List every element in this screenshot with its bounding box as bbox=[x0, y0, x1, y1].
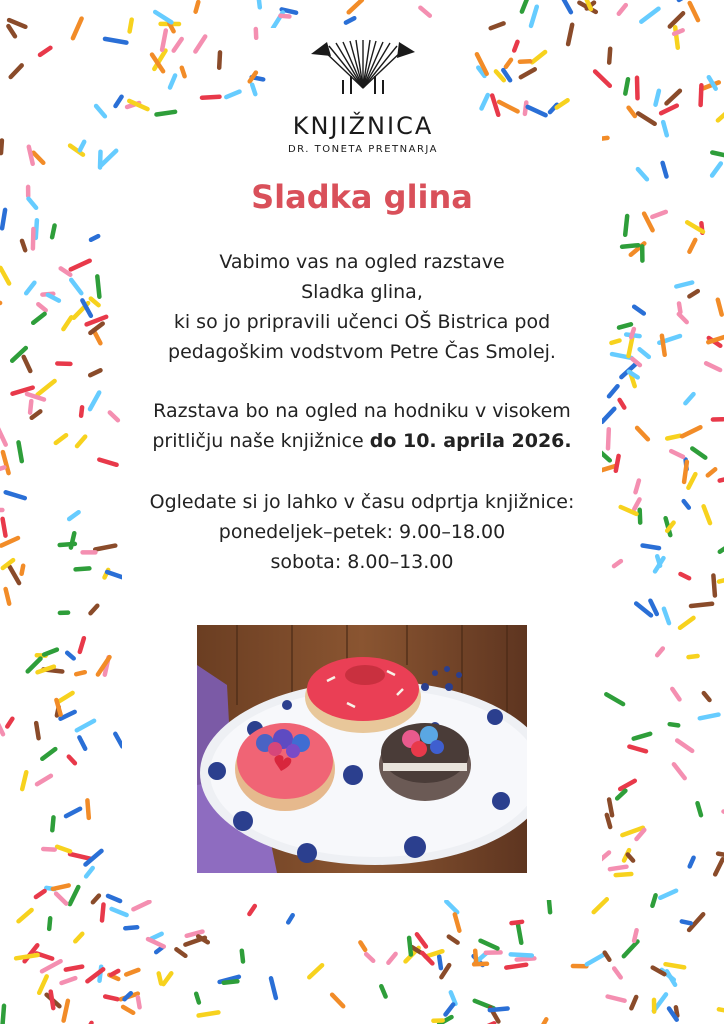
sprinkle bbox=[455, 914, 460, 930]
sprinkle bbox=[8, 26, 15, 36]
sprinkle bbox=[130, 20, 132, 32]
sprinkle bbox=[689, 240, 695, 252]
sprinkle bbox=[0, 467, 4, 474]
saturday-hours: sobota: 8.00–13.00 bbox=[270, 551, 454, 573]
sprinkle bbox=[71, 280, 81, 293]
sprinkle bbox=[36, 891, 45, 897]
sprinkle bbox=[360, 942, 365, 950]
sprinkle bbox=[52, 226, 55, 238]
page-title: Sladka glina bbox=[251, 178, 473, 216]
sprinkle bbox=[701, 85, 702, 105]
sprinkle bbox=[91, 236, 98, 240]
sprinkle bbox=[34, 153, 44, 163]
sprinkle bbox=[676, 283, 692, 287]
sprinkle bbox=[628, 855, 633, 861]
sprinkle bbox=[9, 20, 25, 27]
sprinkle bbox=[57, 847, 70, 852]
sprinkle bbox=[388, 954, 395, 963]
sprinkle bbox=[492, 96, 498, 115]
clay-donuts-photo bbox=[197, 625, 527, 873]
sprinkle bbox=[605, 953, 610, 960]
sprinkle bbox=[19, 442, 22, 461]
sprinkle bbox=[650, 601, 656, 614]
sprinkle bbox=[346, 18, 354, 22]
sprinkle bbox=[446, 901, 457, 912]
sprinkle bbox=[138, 997, 140, 1007]
sprinkle bbox=[719, 1009, 724, 1011]
sprinkle bbox=[7, 719, 12, 727]
sprinkle bbox=[182, 68, 185, 76]
sprinkle bbox=[640, 510, 641, 523]
sprinkle bbox=[80, 638, 84, 652]
library-subtitle: DR. TONETA PRETNARJA bbox=[287, 144, 439, 155]
sprinkle bbox=[680, 618, 694, 628]
sprinkle bbox=[111, 971, 118, 975]
sprinkle bbox=[688, 474, 695, 488]
sprinkle bbox=[607, 815, 610, 827]
sprinkle bbox=[56, 435, 66, 443]
sprinkle bbox=[625, 79, 628, 93]
sprinkle bbox=[652, 895, 655, 906]
sprinkle bbox=[71, 261, 90, 270]
sprinkle bbox=[10, 567, 19, 583]
sprinkle bbox=[155, 12, 171, 22]
sprinkle bbox=[252, 85, 255, 94]
sprinkle bbox=[219, 52, 220, 67]
sprinkle bbox=[670, 13, 683, 26]
sprinkle bbox=[123, 1007, 133, 1013]
library-logo bbox=[268, 28, 458, 155]
exhibition-location-paragraph bbox=[122, 396, 602, 456]
sprinkle bbox=[719, 579, 724, 582]
sprinkle bbox=[637, 428, 648, 439]
sprinkle bbox=[226, 92, 239, 98]
sprinkle bbox=[674, 764, 685, 778]
sprinkle bbox=[42, 961, 61, 971]
sprinkle bbox=[332, 995, 343, 1007]
sprinkle bbox=[49, 918, 50, 929]
sprinkle bbox=[671, 451, 683, 457]
sprinkle bbox=[90, 370, 100, 375]
sprinkle bbox=[107, 572, 123, 578]
sprinkle bbox=[159, 973, 161, 983]
sprinkle bbox=[97, 276, 99, 296]
sprinkle bbox=[532, 52, 545, 62]
sprinkle bbox=[656, 91, 659, 105]
sprinkle bbox=[125, 927, 137, 928]
sprinkle bbox=[594, 899, 607, 912]
sprinkle bbox=[76, 568, 90, 569]
sprinkle bbox=[643, 546, 659, 549]
sprinkle bbox=[609, 800, 612, 816]
sprinkle bbox=[616, 456, 619, 471]
sprinkle bbox=[664, 609, 669, 623]
sprinkle bbox=[105, 997, 117, 1000]
sprinkle bbox=[609, 49, 610, 63]
sprinkle bbox=[609, 386, 618, 396]
sprinkle bbox=[366, 954, 373, 961]
sprinkle bbox=[11, 65, 22, 77]
sprinkle bbox=[614, 969, 621, 978]
sprinkle bbox=[126, 970, 138, 975]
sprinkle bbox=[66, 967, 82, 970]
sprinkle bbox=[690, 3, 698, 20]
sprinkle bbox=[69, 512, 78, 519]
sprinkle bbox=[91, 299, 99, 306]
sprinkle bbox=[557, 100, 568, 107]
sprinkle bbox=[631, 997, 636, 1008]
sprinkle bbox=[690, 858, 694, 867]
sprinkle bbox=[629, 108, 635, 116]
sprinkle bbox=[620, 781, 635, 789]
opening-hours-intro: Ogledate si jo lahko v času odprtja knjižnice: bbox=[149, 491, 575, 513]
sprinkle bbox=[667, 91, 680, 104]
sprinkle bbox=[637, 78, 638, 99]
sprinkle bbox=[439, 957, 441, 969]
sprinkle bbox=[26, 283, 34, 294]
sprinkle bbox=[679, 314, 687, 322]
sprinkle bbox=[22, 566, 24, 574]
sprinkle bbox=[42, 749, 55, 759]
sprinkle bbox=[27, 394, 44, 400]
sprinkle bbox=[638, 113, 655, 123]
sprinkle bbox=[79, 737, 85, 748]
sprinkle bbox=[640, 349, 649, 357]
sprinkle bbox=[195, 37, 205, 52]
sprinkle bbox=[661, 106, 677, 114]
sprinkle bbox=[1, 538, 18, 546]
sprinkle bbox=[3, 1006, 5, 1024]
sprinkle bbox=[619, 324, 631, 327]
sprinkle bbox=[67, 653, 74, 659]
sprinkle bbox=[451, 992, 456, 1004]
invitation-line: Sladka glina, bbox=[301, 281, 423, 303]
sprinkle bbox=[614, 561, 621, 566]
location-line: Razstava bo na ogled na hodniku v visokem bbox=[153, 400, 571, 422]
sprinkle bbox=[151, 934, 161, 939]
sprinkle bbox=[1, 268, 10, 284]
sprinkle bbox=[81, 407, 82, 415]
sprinkle bbox=[196, 2, 199, 12]
sprinkle bbox=[475, 951, 476, 964]
sprinkle bbox=[620, 400, 625, 408]
sprinkle bbox=[446, 1005, 454, 1015]
sprinkle bbox=[64, 1001, 68, 1021]
sprinkle bbox=[280, 16, 289, 17]
sprinkle bbox=[36, 220, 37, 238]
sprinkle bbox=[70, 854, 91, 859]
sprinkle bbox=[506, 965, 526, 968]
sprinkle bbox=[28, 659, 41, 672]
sprinkle bbox=[685, 394, 693, 403]
sprinkle bbox=[689, 656, 698, 657]
sprinkle bbox=[634, 930, 637, 941]
sprinkle bbox=[110, 413, 118, 421]
sprinkle bbox=[271, 978, 276, 998]
sprinkle bbox=[720, 546, 724, 552]
sprinkle bbox=[95, 546, 115, 550]
sprinkle bbox=[249, 906, 254, 914]
sprinkle bbox=[30, 401, 31, 413]
book-fan-logo-icon bbox=[303, 36, 423, 96]
sprinkle bbox=[164, 973, 172, 984]
sprinkle bbox=[514, 42, 517, 51]
sprinkle bbox=[672, 689, 679, 700]
sprinkle bbox=[715, 859, 723, 874]
sprinkle bbox=[684, 501, 689, 508]
sprinkle bbox=[708, 469, 715, 475]
sprinkle bbox=[77, 721, 94, 731]
sprinkle bbox=[634, 734, 651, 739]
sprinkle bbox=[641, 9, 658, 22]
sprinkle bbox=[718, 854, 724, 858]
weekday-hours: ponedeljek–petek: 9.00–18.00 bbox=[218, 521, 506, 543]
sprinkle bbox=[176, 949, 185, 956]
invitation-paragraph bbox=[122, 247, 602, 367]
sprinkle bbox=[52, 817, 53, 830]
invitation-line: pedagoškim vodstvom Petre Čas Smolej. bbox=[168, 341, 556, 363]
sprinkle bbox=[616, 874, 632, 875]
sprinkle bbox=[587, 955, 603, 964]
sprinkle bbox=[619, 5, 626, 14]
sprinkle bbox=[112, 909, 127, 915]
sprinkle bbox=[86, 868, 93, 876]
sprinkle bbox=[196, 994, 199, 1003]
sprinkle bbox=[1, 141, 2, 154]
sprinkle bbox=[718, 113, 724, 120]
sprinkle bbox=[712, 153, 724, 156]
sprinkle bbox=[511, 954, 532, 955]
sprinkle bbox=[595, 72, 610, 86]
sprinkle bbox=[706, 363, 720, 370]
sprinkle bbox=[689, 291, 697, 296]
sprinkle bbox=[32, 411, 41, 417]
sprinkle bbox=[420, 8, 429, 16]
sprinkle bbox=[512, 922, 523, 923]
sprinkle bbox=[625, 216, 627, 235]
sprinkle bbox=[62, 978, 76, 983]
sprinkle bbox=[417, 934, 426, 946]
sprinkle bbox=[662, 336, 665, 355]
sprinkle bbox=[44, 650, 57, 655]
sprinkle bbox=[36, 723, 38, 738]
sprinkle bbox=[133, 902, 149, 910]
sprinkle bbox=[66, 809, 80, 816]
sprinkle bbox=[549, 900, 550, 912]
sprinkle bbox=[24, 357, 31, 371]
sprinkle bbox=[381, 986, 385, 996]
sprinkle bbox=[682, 427, 700, 436]
sprinkle bbox=[691, 604, 712, 606]
sprinkle bbox=[43, 849, 55, 850]
sprinkle bbox=[174, 39, 182, 51]
sprinkle bbox=[39, 976, 47, 992]
sprinkle bbox=[258, 0, 260, 7]
sprinkle bbox=[56, 894, 66, 904]
sprinkle bbox=[33, 229, 34, 249]
sprinkle bbox=[667, 436, 680, 439]
sprinkle bbox=[491, 23, 504, 28]
sprinkle bbox=[481, 941, 498, 949]
sprinkle bbox=[663, 122, 667, 135]
sprinkle bbox=[700, 715, 719, 719]
sprinkle bbox=[631, 329, 634, 337]
sprinkle bbox=[660, 891, 676, 898]
sprinkle bbox=[0, 715, 3, 734]
sprinkle bbox=[69, 757, 75, 764]
sprinkle bbox=[517, 958, 535, 959]
library-name: KNJIŽNICA bbox=[292, 112, 434, 140]
sprinkle bbox=[692, 449, 705, 458]
sprinkle bbox=[449, 937, 458, 943]
sprinkle bbox=[57, 693, 72, 702]
sprinkle bbox=[157, 112, 176, 115]
sprinkle bbox=[606, 694, 623, 704]
sprinkle bbox=[663, 163, 667, 177]
sprinkle bbox=[677, 741, 692, 751]
sprinkle bbox=[75, 934, 82, 942]
sprinkle bbox=[3, 452, 9, 473]
sprinkle bbox=[73, 19, 82, 39]
sprinkle bbox=[610, 867, 627, 870]
sprinkle bbox=[19, 910, 32, 921]
sprinkle bbox=[90, 393, 99, 410]
sprinkle bbox=[712, 164, 721, 176]
sprinkle bbox=[63, 317, 71, 329]
sprinkle bbox=[608, 429, 609, 448]
sprinkle bbox=[105, 39, 126, 43]
sprinkle bbox=[698, 803, 702, 815]
sprinkle bbox=[76, 672, 85, 674]
sprinkle bbox=[666, 964, 685, 967]
sprinkle bbox=[522, 0, 530, 12]
sprinkle bbox=[185, 938, 205, 945]
sprinkle bbox=[38, 381, 55, 395]
sprinkle bbox=[87, 800, 88, 818]
sprinkle bbox=[48, 295, 59, 301]
sprinkle bbox=[199, 1012, 219, 1015]
sprinkle bbox=[38, 304, 45, 310]
sprinkle bbox=[629, 337, 633, 356]
sprinkle bbox=[93, 896, 99, 903]
sprinkle bbox=[224, 981, 238, 982]
sprinkle bbox=[96, 106, 105, 116]
sprinkle bbox=[309, 965, 322, 977]
sprinkle bbox=[51, 992, 54, 1009]
sprinkle bbox=[91, 606, 98, 614]
location-line bbox=[122, 426, 602, 456]
sprinkle bbox=[148, 939, 164, 946]
sprinkle bbox=[518, 923, 522, 943]
sprinkle bbox=[409, 938, 411, 955]
sprinkle bbox=[108, 896, 120, 901]
sprinkle bbox=[349, 0, 362, 12]
exhibition-end-date: do 10. aprila 2026. bbox=[369, 430, 572, 452]
sprinkle bbox=[681, 574, 690, 578]
sprinkle bbox=[102, 905, 104, 921]
sprinkle bbox=[679, 304, 680, 313]
opening-hours-paragraph bbox=[122, 487, 602, 577]
sprinkle bbox=[99, 460, 116, 465]
sprinkle bbox=[490, 1009, 508, 1011]
sprinkle bbox=[170, 76, 175, 88]
sprinkle bbox=[22, 772, 26, 789]
sprinkle bbox=[531, 7, 537, 26]
sprinkle bbox=[0, 426, 6, 445]
sprinkle bbox=[537, 1019, 546, 1024]
sprinkle bbox=[506, 60, 511, 67]
sprinkle bbox=[670, 724, 679, 725]
sprinkle bbox=[3, 519, 6, 536]
sprinkle bbox=[608, 997, 625, 1001]
sprinkle bbox=[40, 48, 50, 55]
sprinkle bbox=[634, 499, 639, 509]
sprinkle bbox=[676, 1007, 677, 1015]
sprinkle bbox=[22, 241, 25, 250]
sprinkle bbox=[636, 604, 651, 616]
sprinkle bbox=[624, 942, 638, 957]
sprinkle bbox=[704, 693, 710, 700]
invitation-line: ki so jo pripravili učenci OŠ Bistrica pod bbox=[173, 311, 551, 333]
sprinkle bbox=[657, 649, 663, 656]
sprinkle bbox=[202, 97, 220, 98]
sprinkle bbox=[568, 25, 572, 44]
sprinkle bbox=[617, 791, 625, 799]
sprinkle bbox=[29, 147, 33, 164]
sprinkle bbox=[16, 955, 37, 958]
invitation-line: Vabimo vas na ogled razstave bbox=[219, 251, 505, 273]
sprinkle bbox=[629, 747, 646, 752]
sprinkle bbox=[242, 951, 243, 962]
sprinkle bbox=[622, 245, 638, 247]
sprinkle bbox=[116, 97, 122, 106]
sprinkle bbox=[704, 506, 710, 523]
sprinkle bbox=[482, 95, 488, 109]
sprinkle bbox=[101, 151, 116, 166]
sprinkle bbox=[499, 102, 517, 112]
sprinkle bbox=[718, 300, 722, 315]
sprinkle bbox=[77, 437, 85, 447]
sprinkle bbox=[634, 307, 644, 314]
sprinkle bbox=[33, 314, 44, 323]
sprinkle bbox=[521, 69, 535, 77]
sprinkle bbox=[53, 885, 69, 889]
sprinkle bbox=[720, 478, 724, 481]
sprinkle bbox=[562, 0, 571, 12]
location-text: pritličju naše knjižnice bbox=[152, 430, 370, 452]
sprinkle bbox=[528, 107, 546, 115]
sprinkle bbox=[636, 481, 639, 493]
sprinkle bbox=[80, 142, 84, 150]
sprinkle bbox=[37, 776, 51, 784]
sprinkle bbox=[288, 915, 293, 922]
sprinkle bbox=[70, 887, 78, 904]
sprinkle bbox=[611, 341, 619, 343]
sprinkle bbox=[162, 31, 166, 50]
sprinkle bbox=[602, 409, 614, 422]
sprinkle bbox=[6, 492, 25, 498]
sprinkle bbox=[682, 921, 691, 923]
sprinkle bbox=[6, 589, 10, 604]
sprinkle bbox=[684, 462, 687, 482]
sprinkle bbox=[713, 576, 715, 596]
